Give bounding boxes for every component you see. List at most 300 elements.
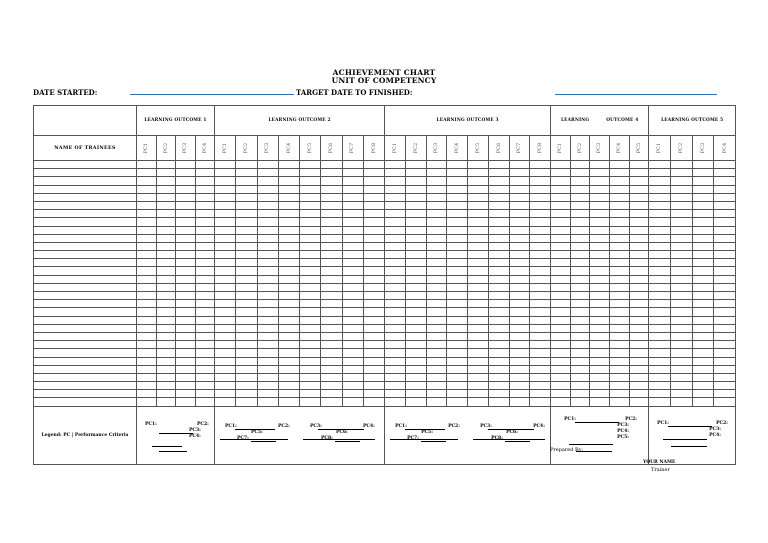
score-cell[interactable] — [405, 292, 426, 300]
score-cell[interactable] — [278, 275, 299, 283]
score-cell[interactable] — [363, 300, 384, 308]
score-cell[interactable] — [551, 398, 571, 406]
score-cell[interactable] — [257, 308, 278, 316]
score-cell[interactable] — [551, 382, 571, 390]
score-cell[interactable] — [570, 357, 590, 365]
score-cell[interactable] — [137, 308, 157, 316]
score-cell[interactable] — [176, 300, 196, 308]
legend-fill-line[interactable] — [575, 422, 619, 423]
score-cell[interactable] — [176, 251, 196, 259]
score-cell[interactable] — [300, 324, 321, 332]
score-cell[interactable] — [195, 283, 215, 291]
score-cell[interactable] — [649, 177, 671, 185]
score-cell[interactable] — [590, 332, 610, 340]
score-cell[interactable] — [692, 275, 714, 283]
score-cell[interactable] — [570, 382, 590, 390]
score-cell[interactable] — [509, 267, 530, 275]
score-cell[interactable] — [649, 242, 671, 250]
legend-fill-line[interactable] — [159, 433, 193, 434]
score-cell[interactable] — [363, 242, 384, 250]
score-cell[interactable] — [363, 308, 384, 316]
score-cell[interactable] — [363, 398, 384, 406]
score-cell[interactable] — [670, 283, 692, 291]
score-cell[interactable] — [629, 275, 649, 283]
score-cell[interactable] — [405, 308, 426, 316]
score-cell[interactable] — [137, 234, 157, 242]
score-cell[interactable] — [278, 161, 299, 169]
score-cell[interactable] — [649, 308, 671, 316]
score-cell[interactable] — [215, 365, 236, 373]
score-cell[interactable] — [236, 218, 257, 226]
score-cell[interactable] — [405, 226, 426, 234]
score-cell[interactable] — [195, 398, 215, 406]
score-cell[interactable] — [590, 201, 610, 209]
score-cell[interactable] — [156, 373, 176, 381]
score-cell[interactable] — [385, 193, 406, 201]
score-cell[interactable] — [257, 292, 278, 300]
score-cell[interactable] — [468, 332, 489, 340]
score-cell[interactable] — [405, 349, 426, 357]
score-cell[interactable] — [405, 275, 426, 283]
score-cell[interactable] — [176, 267, 196, 275]
score-cell[interactable] — [468, 365, 489, 373]
score-cell[interactable] — [447, 324, 468, 332]
score-cell[interactable] — [692, 259, 714, 267]
score-cell[interactable] — [714, 390, 736, 398]
target-date-line[interactable] — [555, 94, 717, 95]
score-cell[interactable] — [488, 390, 509, 398]
score-cell[interactable] — [300, 251, 321, 259]
score-cell[interactable] — [447, 161, 468, 169]
score-cell[interactable] — [137, 267, 157, 275]
score-cell[interactable] — [649, 332, 671, 340]
score-cell[interactable] — [195, 177, 215, 185]
score-cell[interactable] — [570, 193, 590, 201]
score-cell[interactable] — [447, 177, 468, 185]
score-cell[interactable] — [426, 373, 447, 381]
score-cell[interactable] — [321, 292, 342, 300]
score-cell[interactable] — [447, 267, 468, 275]
score-cell[interactable] — [609, 259, 629, 267]
score-cell[interactable] — [692, 324, 714, 332]
score-cell[interactable] — [363, 185, 384, 193]
trainee-name-cell[interactable] — [34, 332, 137, 340]
score-cell[interactable] — [530, 316, 551, 324]
score-cell[interactable] — [468, 308, 489, 316]
score-cell[interactable] — [714, 398, 736, 406]
score-cell[interactable] — [590, 398, 610, 406]
score-cell[interactable] — [176, 242, 196, 250]
score-cell[interactable] — [195, 210, 215, 218]
score-cell[interactable] — [321, 177, 342, 185]
score-cell[interactable] — [137, 242, 157, 250]
score-cell[interactable] — [629, 332, 649, 340]
score-cell[interactable] — [137, 259, 157, 267]
score-cell[interactable] — [714, 308, 736, 316]
score-cell[interactable] — [609, 161, 629, 169]
score-cell[interactable] — [488, 275, 509, 283]
score-cell[interactable] — [649, 259, 671, 267]
score-cell[interactable] — [385, 382, 406, 390]
score-cell[interactable] — [570, 259, 590, 267]
score-cell[interactable] — [385, 234, 406, 242]
score-cell[interactable] — [629, 161, 649, 169]
score-cell[interactable] — [257, 251, 278, 259]
score-cell[interactable] — [714, 161, 736, 169]
score-cell[interactable] — [300, 341, 321, 349]
trainee-name-cell[interactable] — [34, 349, 137, 357]
score-cell[interactable] — [670, 193, 692, 201]
score-cell[interactable] — [215, 267, 236, 275]
score-cell[interactable] — [278, 398, 299, 406]
score-cell[interactable] — [551, 169, 571, 177]
score-cell[interactable] — [692, 193, 714, 201]
score-cell[interactable] — [629, 283, 649, 291]
score-cell[interactable] — [629, 398, 649, 406]
trainee-name-cell[interactable] — [34, 341, 137, 349]
score-cell[interactable] — [176, 218, 196, 226]
score-cell[interactable] — [649, 349, 671, 357]
score-cell[interactable] — [176, 161, 196, 169]
score-cell[interactable] — [570, 324, 590, 332]
score-cell[interactable] — [488, 177, 509, 185]
score-cell[interactable] — [468, 300, 489, 308]
score-cell[interactable] — [156, 349, 176, 357]
score-cell[interactable] — [670, 341, 692, 349]
score-cell[interactable] — [342, 267, 363, 275]
score-cell[interactable] — [714, 226, 736, 234]
score-cell[interactable] — [195, 275, 215, 283]
score-cell[interactable] — [385, 161, 406, 169]
score-cell[interactable] — [530, 398, 551, 406]
score-cell[interactable] — [176, 185, 196, 193]
score-cell[interactable] — [692, 185, 714, 193]
score-cell[interactable] — [257, 357, 278, 365]
score-cell[interactable] — [426, 324, 447, 332]
score-cell[interactable] — [215, 292, 236, 300]
score-cell[interactable] — [300, 259, 321, 267]
score-cell[interactable] — [236, 201, 257, 209]
score-cell[interactable] — [570, 218, 590, 226]
score-cell[interactable] — [176, 275, 196, 283]
score-cell[interactable] — [530, 324, 551, 332]
score-cell[interactable] — [649, 210, 671, 218]
score-cell[interactable] — [488, 292, 509, 300]
score-cell[interactable] — [278, 177, 299, 185]
score-cell[interactable] — [321, 324, 342, 332]
score-cell[interactable] — [363, 210, 384, 218]
score-cell[interactable] — [530, 259, 551, 267]
score-cell[interactable] — [385, 242, 406, 250]
score-cell[interactable] — [488, 341, 509, 349]
score-cell[interactable] — [590, 324, 610, 332]
score-cell[interactable] — [488, 259, 509, 267]
score-cell[interactable] — [714, 234, 736, 242]
score-cell[interactable] — [447, 390, 468, 398]
score-cell[interactable] — [426, 185, 447, 193]
trainee-name-cell[interactable] — [34, 259, 137, 267]
score-cell[interactable] — [385, 185, 406, 193]
score-cell[interactable] — [670, 398, 692, 406]
score-cell[interactable] — [215, 210, 236, 218]
score-cell[interactable] — [300, 292, 321, 300]
score-cell[interactable] — [609, 373, 629, 381]
score-cell[interactable] — [300, 169, 321, 177]
score-cell[interactable] — [714, 185, 736, 193]
score-cell[interactable] — [195, 349, 215, 357]
score-cell[interactable] — [670, 251, 692, 259]
score-cell[interactable] — [300, 332, 321, 340]
score-cell[interactable] — [649, 316, 671, 324]
score-cell[interactable] — [629, 390, 649, 398]
score-cell[interactable] — [257, 365, 278, 373]
score-cell[interactable] — [405, 169, 426, 177]
score-cell[interactable] — [215, 234, 236, 242]
score-cell[interactable] — [405, 185, 426, 193]
score-cell[interactable] — [551, 332, 571, 340]
score-cell[interactable] — [629, 382, 649, 390]
score-cell[interactable] — [670, 161, 692, 169]
score-cell[interactable] — [278, 259, 299, 267]
score-cell[interactable] — [405, 390, 426, 398]
legend-fill-line[interactable] — [569, 444, 613, 445]
score-cell[interactable] — [447, 332, 468, 340]
score-cell[interactable] — [609, 234, 629, 242]
score-cell[interactable] — [670, 210, 692, 218]
score-cell[interactable] — [257, 226, 278, 234]
score-cell[interactable] — [321, 349, 342, 357]
score-cell[interactable] — [405, 259, 426, 267]
score-cell[interactable] — [590, 275, 610, 283]
score-cell[interactable] — [590, 185, 610, 193]
score-cell[interactable] — [530, 373, 551, 381]
score-cell[interactable] — [156, 390, 176, 398]
score-cell[interactable] — [551, 292, 571, 300]
score-cell[interactable] — [649, 292, 671, 300]
score-cell[interactable] — [426, 201, 447, 209]
score-cell[interactable] — [385, 332, 406, 340]
score-cell[interactable] — [714, 300, 736, 308]
score-cell[interactable] — [629, 373, 649, 381]
score-cell[interactable] — [670, 390, 692, 398]
score-cell[interactable] — [176, 234, 196, 242]
score-cell[interactable] — [278, 324, 299, 332]
score-cell[interactable] — [509, 201, 530, 209]
score-cell[interactable] — [176, 332, 196, 340]
trainee-name-cell[interactable] — [34, 283, 137, 291]
score-cell[interactable] — [609, 332, 629, 340]
score-cell[interactable] — [609, 382, 629, 390]
score-cell[interactable] — [649, 341, 671, 349]
score-cell[interactable] — [300, 300, 321, 308]
score-cell[interactable] — [468, 275, 489, 283]
score-cell[interactable] — [488, 218, 509, 226]
score-cell[interactable] — [156, 193, 176, 201]
score-cell[interactable] — [405, 357, 426, 365]
score-cell[interactable] — [236, 349, 257, 357]
score-cell[interactable] — [670, 218, 692, 226]
score-cell[interactable] — [342, 292, 363, 300]
score-cell[interactable] — [321, 308, 342, 316]
score-cell[interactable] — [570, 185, 590, 193]
score-cell[interactable] — [488, 201, 509, 209]
score-cell[interactable] — [215, 218, 236, 226]
score-cell[interactable] — [649, 283, 671, 291]
score-cell[interactable] — [530, 201, 551, 209]
score-cell[interactable] — [447, 226, 468, 234]
score-cell[interactable] — [509, 251, 530, 259]
trainee-name-cell[interactable] — [34, 308, 137, 316]
score-cell[interactable] — [137, 292, 157, 300]
score-cell[interactable] — [321, 382, 342, 390]
score-cell[interactable] — [195, 201, 215, 209]
score-cell[interactable] — [176, 169, 196, 177]
score-cell[interactable] — [447, 357, 468, 365]
legend-fill-line[interactable] — [473, 439, 545, 440]
score-cell[interactable] — [385, 169, 406, 177]
score-cell[interactable] — [215, 300, 236, 308]
score-cell[interactable] — [629, 242, 649, 250]
score-cell[interactable] — [649, 234, 671, 242]
score-cell[interactable] — [609, 201, 629, 209]
score-cell[interactable] — [236, 251, 257, 259]
score-cell[interactable] — [692, 242, 714, 250]
score-cell[interactable] — [405, 242, 426, 250]
score-cell[interactable] — [488, 210, 509, 218]
score-cell[interactable] — [509, 185, 530, 193]
score-cell[interactable] — [257, 259, 278, 267]
score-cell[interactable] — [137, 177, 157, 185]
score-cell[interactable] — [488, 332, 509, 340]
score-cell[interactable] — [670, 275, 692, 283]
score-cell[interactable] — [300, 398, 321, 406]
score-cell[interactable] — [426, 193, 447, 201]
score-cell[interactable] — [342, 373, 363, 381]
score-cell[interactable] — [609, 169, 629, 177]
score-cell[interactable] — [176, 349, 196, 357]
score-cell[interactable] — [342, 349, 363, 357]
score-cell[interactable] — [156, 316, 176, 324]
trainee-name-cell[interactable] — [34, 234, 137, 242]
score-cell[interactable] — [590, 349, 610, 357]
score-cell[interactable] — [342, 341, 363, 349]
score-cell[interactable] — [468, 201, 489, 209]
score-cell[interactable] — [215, 382, 236, 390]
score-cell[interactable] — [447, 316, 468, 324]
score-cell[interactable] — [156, 226, 176, 234]
score-cell[interactable] — [629, 316, 649, 324]
score-cell[interactable] — [257, 300, 278, 308]
score-cell[interactable] — [692, 218, 714, 226]
score-cell[interactable] — [447, 193, 468, 201]
score-cell[interactable] — [426, 349, 447, 357]
score-cell[interactable] — [551, 218, 571, 226]
score-cell[interactable] — [488, 169, 509, 177]
score-cell[interactable] — [137, 226, 157, 234]
score-cell[interactable] — [530, 185, 551, 193]
score-cell[interactable] — [509, 373, 530, 381]
score-cell[interactable] — [236, 185, 257, 193]
trainee-name-cell[interactable] — [34, 210, 137, 218]
score-cell[interactable] — [530, 210, 551, 218]
score-cell[interactable] — [278, 283, 299, 291]
score-cell[interactable] — [629, 267, 649, 275]
trainee-name-cell[interactable] — [34, 275, 137, 283]
score-cell[interactable] — [692, 349, 714, 357]
score-cell[interactable] — [692, 177, 714, 185]
score-cell[interactable] — [509, 308, 530, 316]
score-cell[interactable] — [509, 193, 530, 201]
score-cell[interactable] — [405, 218, 426, 226]
score-cell[interactable] — [509, 357, 530, 365]
score-cell[interactable] — [714, 349, 736, 357]
score-cell[interactable] — [385, 210, 406, 218]
score-cell[interactable] — [530, 177, 551, 185]
score-cell[interactable] — [692, 341, 714, 349]
score-cell[interactable] — [257, 283, 278, 291]
score-cell[interactable] — [137, 373, 157, 381]
score-cell[interactable] — [137, 201, 157, 209]
score-cell[interactable] — [195, 185, 215, 193]
score-cell[interactable] — [137, 300, 157, 308]
score-cell[interactable] — [321, 251, 342, 259]
score-cell[interactable] — [195, 382, 215, 390]
score-cell[interactable] — [714, 373, 736, 381]
score-cell[interactable] — [447, 365, 468, 373]
score-cell[interactable] — [156, 283, 176, 291]
score-cell[interactable] — [236, 390, 257, 398]
score-cell[interactable] — [236, 341, 257, 349]
score-cell[interactable] — [300, 357, 321, 365]
score-cell[interactable] — [488, 349, 509, 357]
score-cell[interactable] — [257, 267, 278, 275]
score-cell[interactable] — [426, 398, 447, 406]
score-cell[interactable] — [530, 349, 551, 357]
score-cell[interactable] — [670, 185, 692, 193]
trainee-name-cell[interactable] — [34, 316, 137, 324]
score-cell[interactable] — [195, 332, 215, 340]
score-cell[interactable] — [468, 341, 489, 349]
score-cell[interactable] — [509, 259, 530, 267]
score-cell[interactable] — [195, 373, 215, 381]
score-cell[interactable] — [551, 259, 571, 267]
score-cell[interactable] — [195, 292, 215, 300]
score-cell[interactable] — [176, 177, 196, 185]
score-cell[interactable] — [156, 398, 176, 406]
score-cell[interactable] — [570, 398, 590, 406]
score-cell[interactable] — [530, 292, 551, 300]
score-cell[interactable] — [609, 177, 629, 185]
score-cell[interactable] — [670, 177, 692, 185]
score-cell[interactable] — [342, 382, 363, 390]
score-cell[interactable] — [278, 316, 299, 324]
score-cell[interactable] — [692, 308, 714, 316]
score-cell[interactable] — [405, 382, 426, 390]
score-cell[interactable] — [278, 210, 299, 218]
score-cell[interactable] — [236, 275, 257, 283]
score-cell[interactable] — [363, 226, 384, 234]
trainee-name-cell[interactable] — [34, 161, 137, 169]
score-cell[interactable] — [300, 177, 321, 185]
score-cell[interactable] — [215, 242, 236, 250]
score-cell[interactable] — [530, 169, 551, 177]
score-cell[interactable] — [137, 316, 157, 324]
score-cell[interactable] — [300, 365, 321, 373]
score-cell[interactable] — [692, 332, 714, 340]
score-cell[interactable] — [629, 349, 649, 357]
score-cell[interactable] — [385, 275, 406, 283]
score-cell[interactable] — [300, 316, 321, 324]
